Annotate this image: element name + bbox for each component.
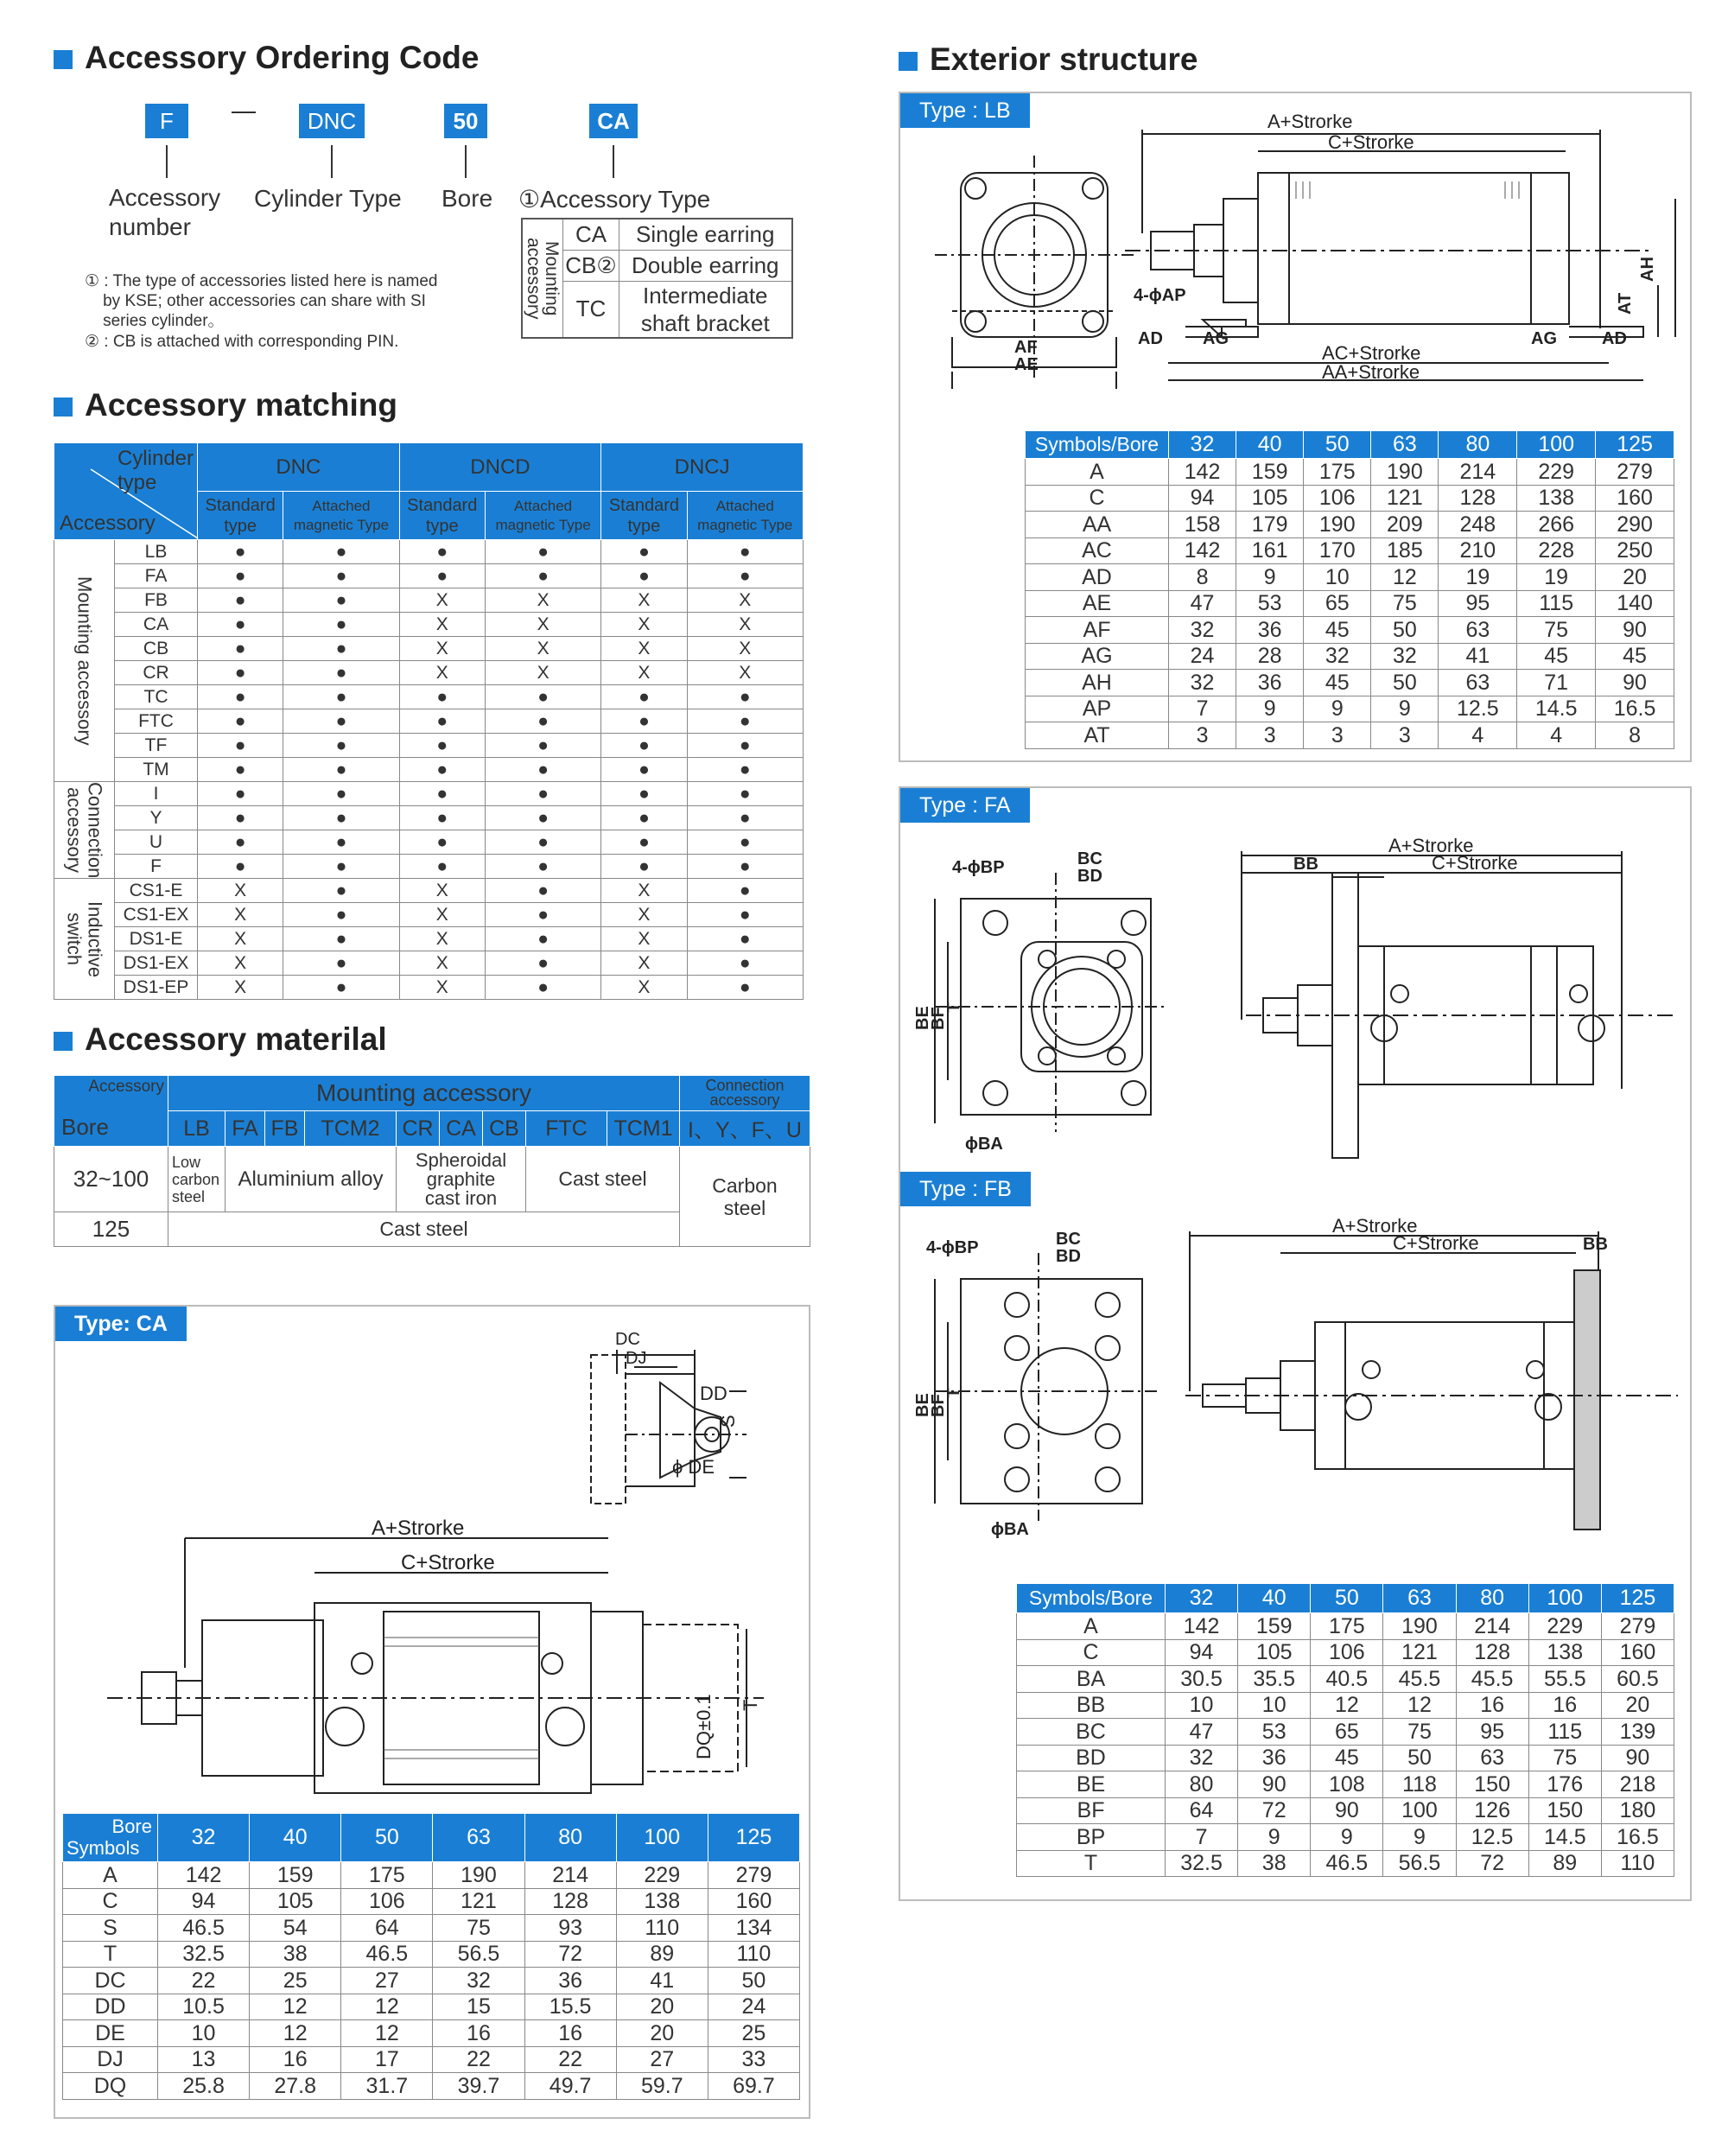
exterior-title: Exterior structure bbox=[899, 41, 1198, 78]
code-bore: 50 bbox=[444, 104, 487, 138]
type-fb-tab: Type : FB bbox=[900, 1172, 1031, 1206]
fb-row: BA 30.5 35.5 40.5 45.5 45.5 55.5 60.5 bbox=[1017, 1666, 1674, 1693]
lb-dim-ag: AG bbox=[1203, 329, 1229, 348]
code-type: CA bbox=[589, 104, 638, 138]
lb-dimension-table: Symbols/Bore 32 40 50 63 80 100 125 A 142 159 175 190 214 229 279 C 94 105 106 121 128 138 160 AA 158 179 190 209 248 266 290 AC 142 161 170 185 210 228 250 AD 8 9 10 12 19 19 20 AE 47 53 65 75 95 115 140 AF 32 36 45 50 63 75 90 AG 24 28 32 32 41 45 45 AH 32 36 45 50 63 71 90 AP 7 9 9 9 12.5 14.5 16.5 AT 3 3 3 3 4 4 8 bbox=[1025, 430, 1674, 749]
ca-dim-de: ϕ DE bbox=[672, 1456, 715, 1478]
type-lb-tab: Type : LB bbox=[900, 93, 1030, 128]
type-fa-drawing bbox=[900, 830, 1690, 1158]
lb-row: AT 3 3 3 3 4 4 8 bbox=[1026, 722, 1674, 749]
lb-row: A 142 159 175 190 214 229 279 bbox=[1026, 459, 1674, 486]
lb-row: AG 24 28 32 32 41 45 45 bbox=[1026, 643, 1674, 670]
ca-row: DD 10.5 12 12 15 15.5 20 24 bbox=[63, 1994, 800, 2020]
fb-row: BB 10 10 12 12 16 16 20 bbox=[1017, 1692, 1674, 1719]
fb-dim-bb: BB bbox=[1583, 1235, 1608, 1254]
matching-row: CS1-EX X ● X ● X ● bbox=[54, 903, 804, 927]
fa-dim-bd: BD bbox=[1077, 867, 1102, 886]
label-bore: Bore bbox=[442, 185, 493, 212]
fb-row: C 94 105 106 121 128 138 160 bbox=[1017, 1639, 1674, 1666]
lb-dim-ah: AH bbox=[1638, 257, 1657, 282]
lb-row: AF 32 36 45 50 63 75 90 bbox=[1026, 617, 1674, 644]
ca-row: DQ 25.8 27.8 31.7 39.7 49.7 59.7 69.7 bbox=[63, 2073, 800, 2100]
lb-dim-a: A+Strorke bbox=[1267, 111, 1353, 132]
matching-row: DS1-EX X ● X ● X ● bbox=[54, 951, 804, 976]
ca-row: T 32.5 38 46.5 56.5 72 89 110 bbox=[63, 1941, 800, 1968]
ca-dim-t: T bbox=[740, 1699, 761, 1711]
fb-dim-t: T bbox=[944, 1387, 963, 1398]
code-dnc: DNC bbox=[299, 104, 365, 138]
accessory-type-table: Mounting accessory CA Single earring CB② Double earring TC Intermediate shaft bracket bbox=[521, 218, 793, 339]
lb-dim-ag2: AG bbox=[1531, 329, 1557, 348]
fb-row: BF 64 72 90 100 126 150 180 bbox=[1017, 1797, 1674, 1824]
bullet-square-icon bbox=[54, 397, 73, 417]
fb-dim-bp: 4-ϕBP bbox=[926, 1238, 979, 1257]
label-cylinder-type: Cylinder Type bbox=[254, 185, 402, 212]
ca-dimension-table: Bore Symbols 32 40 50 63 80 100 125 A 142 159 175 190 214 229 279 C 94 105 106 121 128 138 160 S 46.5 54 64 75 93 110 134 T 32.5 38 46.5 56.5 72 89 110 DC 22 25 27 32 36 41 50 DD 10.5 12 12 15 15.5 20 24 DE 10 12 12 16 16 20 25 DJ 13 16 17 22 22 27 33 DQ 25.8 27.8 31.7 39.7 49.7 59.7 69.7 bbox=[62, 1813, 800, 2100]
fb-dim-bd: BD bbox=[1056, 1247, 1081, 1266]
matching-row: F ● ● ● ● ● ● bbox=[54, 855, 804, 879]
lb-dim-af: AF bbox=[1014, 338, 1038, 357]
fb-row: T 32.5 38 46.5 56.5 72 89 110 bbox=[1017, 1850, 1674, 1877]
lb-row: AP 7 9 9 9 12.5 14.5 16.5 bbox=[1026, 696, 1674, 722]
material-table: Accessory Bore Mounting accessory Connection accessory LB FA FB TCM2 CR CA CB FTC TCM1 I、Y、F、U 32~100 Low carbon steel Aluminium alloy Spheroidal graphite cast iron Cast steel Carbon steel 125 Cast steel bbox=[54, 1075, 810, 1247]
ca-row: S 46.5 54 64 75 93 110 134 bbox=[63, 1915, 800, 1942]
matching-row: CA ● ● X X X X bbox=[54, 613, 804, 637]
type-ca-drawing bbox=[55, 1313, 809, 1815]
fb-row: A 142 159 175 190 214 229 279 bbox=[1017, 1613, 1674, 1640]
ca-dim-dd: DD bbox=[700, 1383, 727, 1404]
fb-dim-be: BE bbox=[913, 1393, 932, 1417]
ordering-title: Accessory Ordering Code bbox=[54, 40, 479, 76]
fa-dim-c: C+Strorke bbox=[1432, 852, 1518, 874]
ca-c-stroke: C+Strorke bbox=[401, 1551, 495, 1574]
ca-row: C 94 105 106 121 128 138 160 bbox=[63, 1888, 800, 1915]
type-fa-tab: Type : FA bbox=[900, 788, 1030, 823]
matching-title: Accessory matching bbox=[54, 387, 397, 423]
matching-row: DS1-E X ● X ● X ● bbox=[54, 927, 804, 951]
bullet-square-icon bbox=[899, 52, 918, 71]
matching-row: TM ● ● ● ● ● ● bbox=[54, 758, 804, 782]
lb-row: AD 8 9 10 12 19 19 20 bbox=[1026, 564, 1674, 591]
fb-row: BC 47 53 65 75 95 115 139 bbox=[1017, 1719, 1674, 1746]
matching-row: Mounting accessory LB ● ● ● ● ● ● bbox=[54, 540, 804, 564]
fa-dim-bp: 4-ϕBP bbox=[952, 858, 1005, 877]
ca-row: DE 10 12 12 16 16 20 25 bbox=[63, 2020, 800, 2047]
ca-row: A 142 159 175 190 214 229 279 bbox=[63, 1862, 800, 1889]
matching-row: FB ● ● X X X X bbox=[54, 588, 804, 613]
matching-row: FTC ● ● ● ● ● ● bbox=[54, 709, 804, 734]
fb-row: BE 80 90 108 118 150 176 218 bbox=[1017, 1771, 1674, 1798]
ca-row: DJ 13 16 17 22 22 27 33 bbox=[63, 2046, 800, 2073]
fb-dim-c: C+Strorke bbox=[1393, 1232, 1479, 1254]
ca-dim-dc: DC bbox=[615, 1330, 640, 1349]
ca-dim-dq: DQ±0.1 bbox=[693, 1694, 715, 1759]
fb-dimension-table: Symbols/Bore 32 40 50 63 80 100 125 A 142 159 175 190 214 229 279 C 94 105 106 121 128 138 160 BA 30.5 35.5 40.5 45.5 45.5 55.5 60.5 BB 10 10 12 12 16 16 20 BC 47 53 65 75 95 115 139 BD 32 36 45 50 63 75 90 BE 80 90 108 118 150 176 218 BF 64 72 90 100 126 150 180 BP 7 9 9 9 12.5 14.5 16.5 T 32.5 38 46.5 56.5 72 89 110 bbox=[1016, 1583, 1674, 1877]
matching-row: CB ● ● X X X X bbox=[54, 637, 804, 661]
matching-row: Inductive switch CS1-E X ● X ● X ● bbox=[54, 879, 804, 903]
fb-dim-ba: ϕBA bbox=[991, 1520, 1029, 1539]
material-title: Accessory materilal bbox=[54, 1021, 387, 1058]
ca-a-stroke: A+Strorke bbox=[372, 1517, 465, 1540]
fa-dim-bf: BF bbox=[929, 1007, 948, 1030]
lb-dim-ad2: AD bbox=[1602, 329, 1627, 348]
fa-dim-a: A+Strorke bbox=[1388, 835, 1474, 856]
code-dash: — bbox=[232, 97, 256, 124]
matching-row: Connection accessory I ● ● ● ● ● ● bbox=[54, 782, 804, 806]
ca-row: DC 22 25 27 32 36 41 50 bbox=[63, 1968, 800, 1994]
fb-dim-bc: BC bbox=[1056, 1230, 1081, 1249]
note-2: ② : CB is attached with corresponding PIN. bbox=[85, 333, 399, 351]
type-fb-drawing bbox=[900, 1210, 1690, 1547]
lb-row: AE 47 53 65 75 95 115 140 bbox=[1026, 590, 1674, 617]
lb-dim-ac: AC+Strorke bbox=[1322, 342, 1421, 364]
lb-dim-c: C+Strorke bbox=[1328, 131, 1414, 153]
lb-row: AA 158 179 190 209 248 266 290 bbox=[1026, 512, 1674, 538]
matching-row: FA ● ● ● ● ● ● bbox=[54, 564, 804, 588]
fb-dim-bf: BF bbox=[929, 1394, 948, 1417]
fb-row: BD 32 36 45 50 63 75 90 bbox=[1017, 1745, 1674, 1771]
lb-dim-ae: AE bbox=[1014, 355, 1039, 374]
fa-dim-t: T bbox=[944, 1002, 963, 1013]
matching-row: DS1-EP X ● X ● X ● bbox=[54, 976, 804, 1000]
lb-dim-ad: AD bbox=[1138, 329, 1163, 348]
note-1: ① : The type of accessories listed here is named by KSE; other accessories can share with SI series cylinder。 bbox=[85, 272, 438, 330]
label-accessory-number: Accessory number bbox=[109, 184, 221, 240]
matching-row: TC ● ● ● ● ● ● bbox=[54, 685, 804, 709]
fb-dim-a: A+Strorke bbox=[1332, 1215, 1418, 1237]
fa-dim-bb: BB bbox=[1293, 855, 1318, 874]
type-ca-tab: Type: CA bbox=[55, 1307, 187, 1341]
fb-row: BP 7 9 9 9 12.5 14.5 16.5 bbox=[1017, 1824, 1674, 1851]
lb-dim-at: AT bbox=[1616, 292, 1635, 315]
matching-row: TF ● ● ● ● ● ● bbox=[54, 734, 804, 758]
lb-row: C 94 105 106 121 128 138 160 bbox=[1026, 485, 1674, 512]
lb-row: AH 32 36 45 50 63 71 90 bbox=[1026, 670, 1674, 696]
label-accessory-type: ①Accessory Type bbox=[518, 186, 711, 213]
ca-dim-s: S bbox=[717, 1415, 739, 1428]
lb-dim-aa: AA+Strorke bbox=[1322, 361, 1420, 383]
matching-row: CR ● ● X X X X bbox=[54, 661, 804, 685]
lb-dim-ap: 4-ϕAP bbox=[1134, 286, 1186, 305]
ca-dim-dj: DJ bbox=[626, 1349, 647, 1368]
matching-row: Y ● ● ● ● ● ● bbox=[54, 806, 804, 830]
bullet-square-icon bbox=[54, 50, 73, 69]
lb-row: AC 142 161 170 185 210 228 250 bbox=[1026, 537, 1674, 564]
fa-dim-ba: ϕBA bbox=[965, 1135, 1003, 1154]
fa-dim-be: BE bbox=[913, 1006, 932, 1030]
matching-table: Cylinder type Accessory DNC DNCD DNCJ Standard type Attached magnetic Type Standard type Attached magnetic Type Standard type Attached magnetic Type Mounting accessory LB ● ● ● ● ● ● FA ● ● ● ● ● ● FB ● ● X X X X CA ● ● X X X X CB ● ● X X X X CR ● ● X X X X TC ● ● ● ● ● ● FTC ● ● ● ● ● ● TF ● ● ● ● ● ● TM ● ● ● ● ● ● Connection accessory I ● ● ● ● ● ● Y ● ● ● ● ● ● U ● ● ● ● ● ● F ● ● ● ● ● ● Inductive switch CS1-E X ● X ● X ● CS1-EX X ● X ● X ● DS1-E X ● X ● X ● DS1-EX X ● X ● X ● DS1-EP X ● X ● X ● bbox=[54, 442, 804, 1000]
code-f: F bbox=[145, 104, 188, 138]
bullet-square-icon bbox=[54, 1032, 73, 1051]
fa-dim-bc: BC bbox=[1077, 849, 1102, 868]
matching-row: U ● ● ● ● ● ● bbox=[54, 830, 804, 855]
